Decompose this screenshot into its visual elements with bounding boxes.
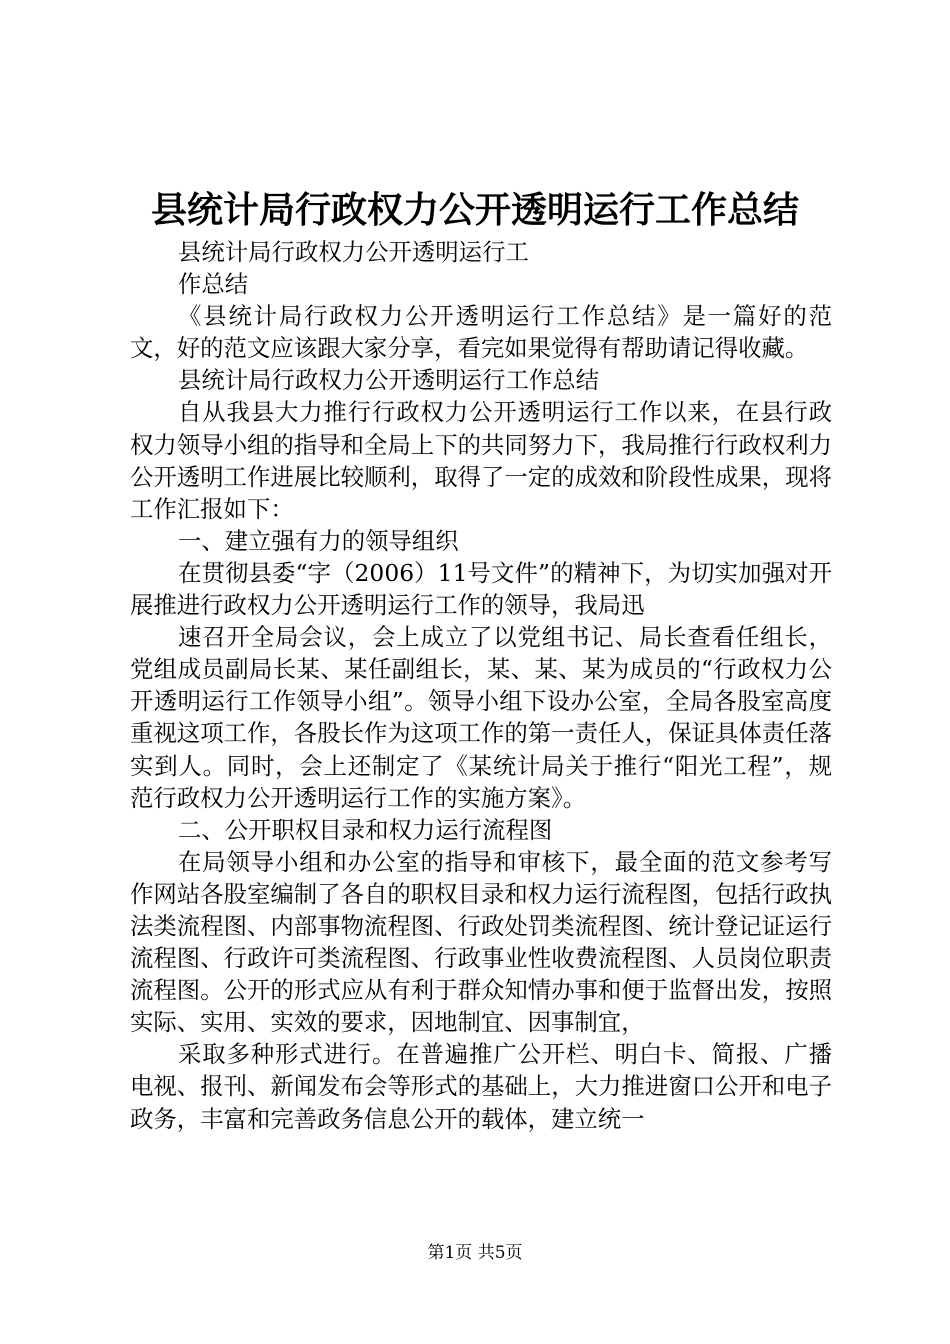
subtitle-line-2: 作总结	[178, 270, 249, 299]
body-paragraph: 采取多种形式进行。在普遍推广公开栏、明白卡、简报、广播电视、报刊、新闻发布会等形式的基础上，大力推进窗口公开和电子政务，丰富和完善政务信息公开的载体，建立统一	[130, 1040, 832, 1133]
body-paragraph: 自从我县大力推行行政权力公开透明运行工作以来，在县行政权力领导小组的指导和全局上下的共同努力下，我局推行行政权利力公开透明工作进展比较顺利，取得了一定的成效和阶段性成果，现将工作汇报如下：	[130, 398, 832, 523]
page-number-footer: 第1页 共5页	[427, 1243, 523, 1263]
subtitle-line-1: 县统计局行政权力公开透明运行工	[178, 238, 529, 266]
intro-paragraph: 《县统计局行政权力公开透明运行工作总结》是一篇好的范文，好的范文应该跟大家分享，看完如果觉得有帮助请记得收藏。	[130, 302, 832, 363]
section-heading: 县统计局行政权力公开透明运行工作总结	[178, 366, 600, 395]
body-paragraph: 在贯彻县委“字（2006）11号文件”的精神下，为切实加强对开展推进行政权力公开透明运行工作的领导，我局迅	[130, 558, 832, 620]
body-paragraph: 在局领导小组和办公室的指导和审核下，最全面的范文参考写作网站各股室编制了各自的职权目录和权力运行流程图，包括行政执法类流程图、内部事物流程图、行政处罚类流程图、统计登记证运行流程图、行政许可类流程图、行政事业性收费流程图、人员岗位职责流程图。公开的形式应从有利于群众知情办事和便于监督出发，按照实际、实用、实效的要求，因地制宜、因事制宜，	[130, 847, 832, 1037]
section-heading-2: 二、公开职权目录和权力运行流程图	[178, 815, 553, 844]
document-title: 县统计局行政权力公开透明运行工作总结	[150, 189, 799, 231]
section-heading-1: 一、建立强有力的领导组织	[178, 526, 459, 555]
body-paragraph: 速召开全局会议，会上成立了以党组书记、局长查看任组长，党组成员副局长某、某任副组长，某、某、某为成员的“行政权力公开透明运行工作领导小组”。领导小组下设办公室，全局各股室高度重视这项工作，各股长作为这项工作的第一责任人，保证具体责任落实到人。同时，会上还制定了《某统计局关于推行“阳光工程”，规范行政权力公开透明运行工作的实施方案》。	[130, 623, 832, 812]
document-body	[130, 236, 832, 1135]
